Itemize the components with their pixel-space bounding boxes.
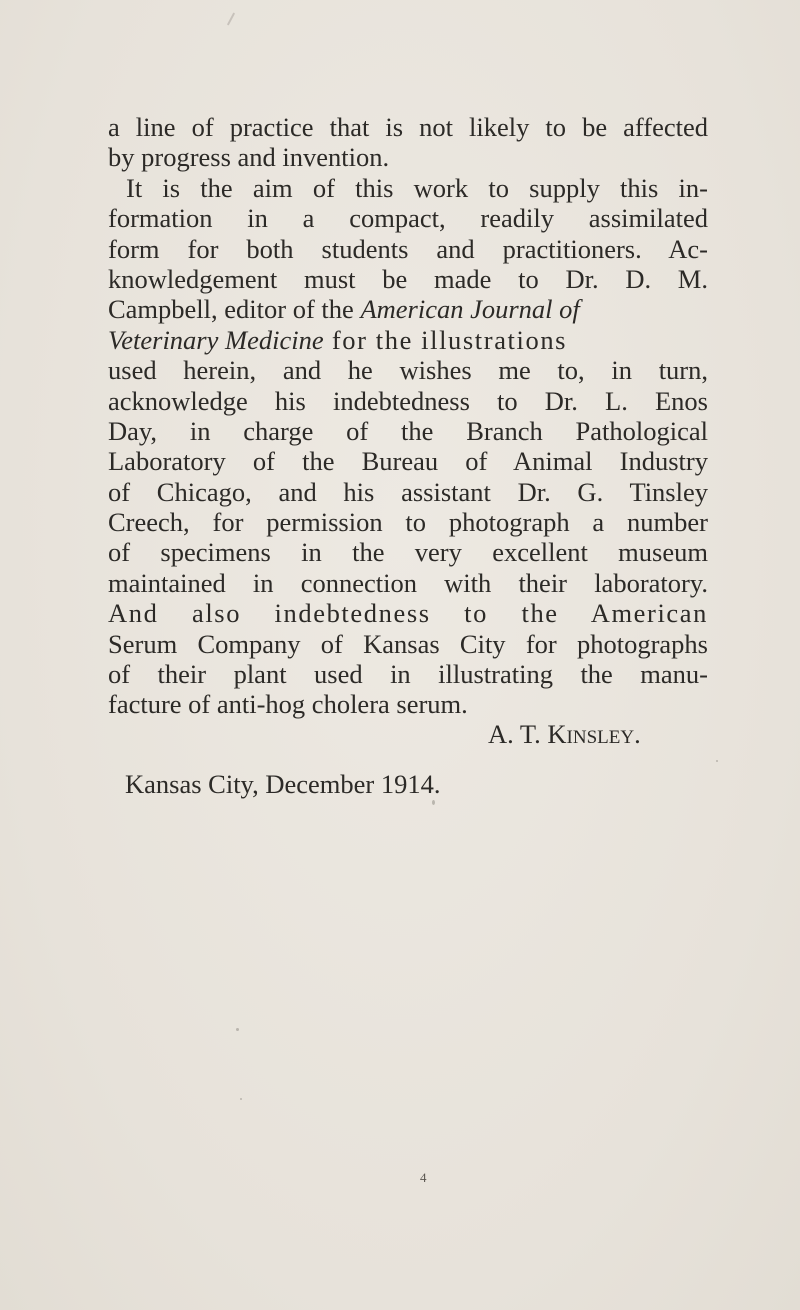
text-line: knowledgement must be made to Dr. D. M. (108, 263, 708, 294)
text-line: Laboratory of the Bureau of Animal Industry (108, 446, 708, 477)
text-line: a line of practice that is not likely to be affected (108, 112, 708, 142)
text-line: of their plant used in illustrating the manu- (108, 659, 708, 690)
page-number: 4 (420, 1170, 427, 1185)
text-line: facture of anti-hog cholera serum. (108, 689, 468, 720)
text-line: acknowledge his indebtedness to Dr. L. Enos (108, 385, 708, 416)
text-line: Day, in charge of the Branch Pathological (108, 415, 708, 446)
paper-speck (236, 1028, 239, 1031)
paper-speck (227, 12, 235, 25)
text-line: formation in a compact, readily assimilated (108, 203, 708, 234)
journal-title: Veterinary Medicine (108, 324, 324, 355)
text-segment: for the illustrations (323, 324, 568, 355)
text-line (108, 294, 708, 324)
preface-text (108, 112, 708, 720)
text-line: form for both students and practitioners. Ac- (108, 233, 708, 264)
journal-title: American Journal of (360, 294, 580, 325)
paper-speck (432, 800, 435, 805)
author-surname: Kinsley. (547, 719, 641, 749)
text-line: used herein, and he wishes me to, in turn, (108, 355, 708, 386)
author-signature (488, 719, 641, 750)
text-line: by progress and invention. (108, 142, 390, 173)
paper-speck (716, 760, 718, 762)
dateline: Kansas City, December 1914. (125, 769, 441, 799)
text-line: Creech, for permission to photograph a number (108, 507, 708, 538)
text-line: It is the aim of this work to supply this in- (126, 172, 708, 203)
text-line (108, 325, 708, 355)
text-line: maintained in connection with their laboratory. (108, 567, 708, 598)
author-initials: A. T. (488, 719, 548, 749)
text-line: of specimens in the very excellent museum (108, 537, 708, 568)
text-line: And also indebtedness to the American (108, 598, 708, 629)
paper-speck (240, 1098, 242, 1100)
text-segment: Campbell, editor of the (108, 294, 361, 325)
text-line: Serum Company of Kansas City for photographs (108, 628, 708, 659)
text-line: of Chicago, and his assistant Dr. G. Tinsley (108, 476, 708, 507)
